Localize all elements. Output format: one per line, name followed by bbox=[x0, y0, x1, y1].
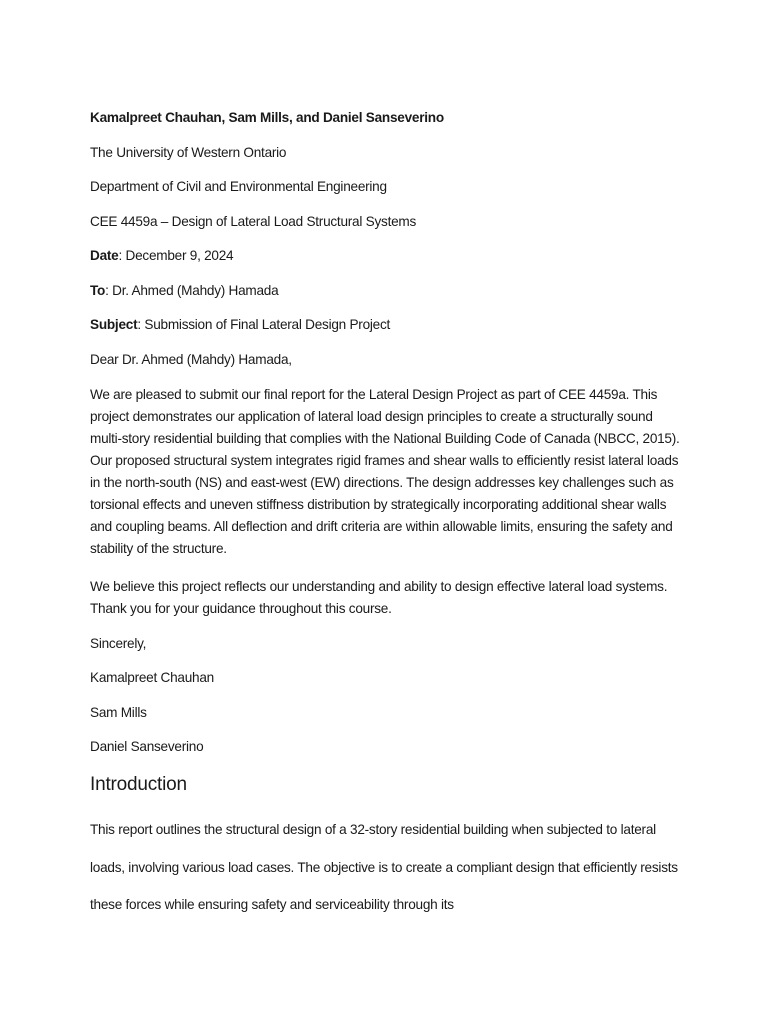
subject-line bbox=[90, 316, 682, 334]
to-value: : Dr. Ahmed (Mahdy) Hamada bbox=[105, 282, 279, 298]
salutation: Dear Dr. Ahmed (Mahdy) Hamada, bbox=[90, 351, 292, 367]
date-line bbox=[90, 247, 682, 265]
subject-label: Subject bbox=[90, 317, 138, 332]
date-label: Date bbox=[90, 248, 119, 263]
to-line bbox=[90, 282, 682, 300]
closing: Sincerely, bbox=[90, 635, 147, 651]
body-paragraph-2: We believe this project reflects our understanding and ability to design effective lateral load systems. Thank you for your guidance throughout this course. bbox=[90, 578, 668, 616]
signature-name: Kamalpreet Chauhan bbox=[90, 670, 214, 685]
body-paragraph-1: We are pleased to submit our final report for the Lateral Design Project as part of CEE 4459a. This project demonstrates our application of lateral load design principles to create a structurally sound multi-story residential building that complies with the National Building Code of Canada (NBCC, 2015). Our proposed structural system integrates rigid frames and shear walls to efficiently resist lateral loads in the north-south (NS) and east-west (EW) directions. The design addresses key challenges such as torsional effects and uneven stiffness distribution by strategically incorporating additional shear walls and coupling beams. All deflection and drift criteria are within allowable limits, ensuring the safety and stability of the structure. bbox=[90, 386, 680, 556]
course-line: CEE 4459a – Design of Lateral Load Structural Systems bbox=[90, 213, 417, 229]
authors-line: Kamalpreet Chauhan, Sam Mills, and Daniel Sanseverino bbox=[90, 110, 444, 125]
department-line: Department of Civil and Environmental Engineering bbox=[90, 179, 387, 194]
section-heading-introduction: Introduction bbox=[90, 774, 187, 795]
introduction-paragraph: This report outlines the structural design of a 32-story residential building when subjected to lateral loads, involving various load cases. The objective is to create a compliant design that efficiently resists these forces while ensuring safety and serviceability through its bbox=[90, 822, 678, 912]
university-line: The University of Western Ontario bbox=[90, 144, 287, 160]
signature-name: Sam Mills bbox=[90, 704, 147, 720]
document-content bbox=[90, 109, 682, 924]
subject-value: : Submission of Final Lateral Design Project bbox=[137, 317, 391, 332]
signature-name: Daniel Sanseverino bbox=[90, 739, 204, 754]
to-label: To bbox=[90, 282, 106, 298]
date-value: : December 9, 2024 bbox=[118, 248, 234, 263]
